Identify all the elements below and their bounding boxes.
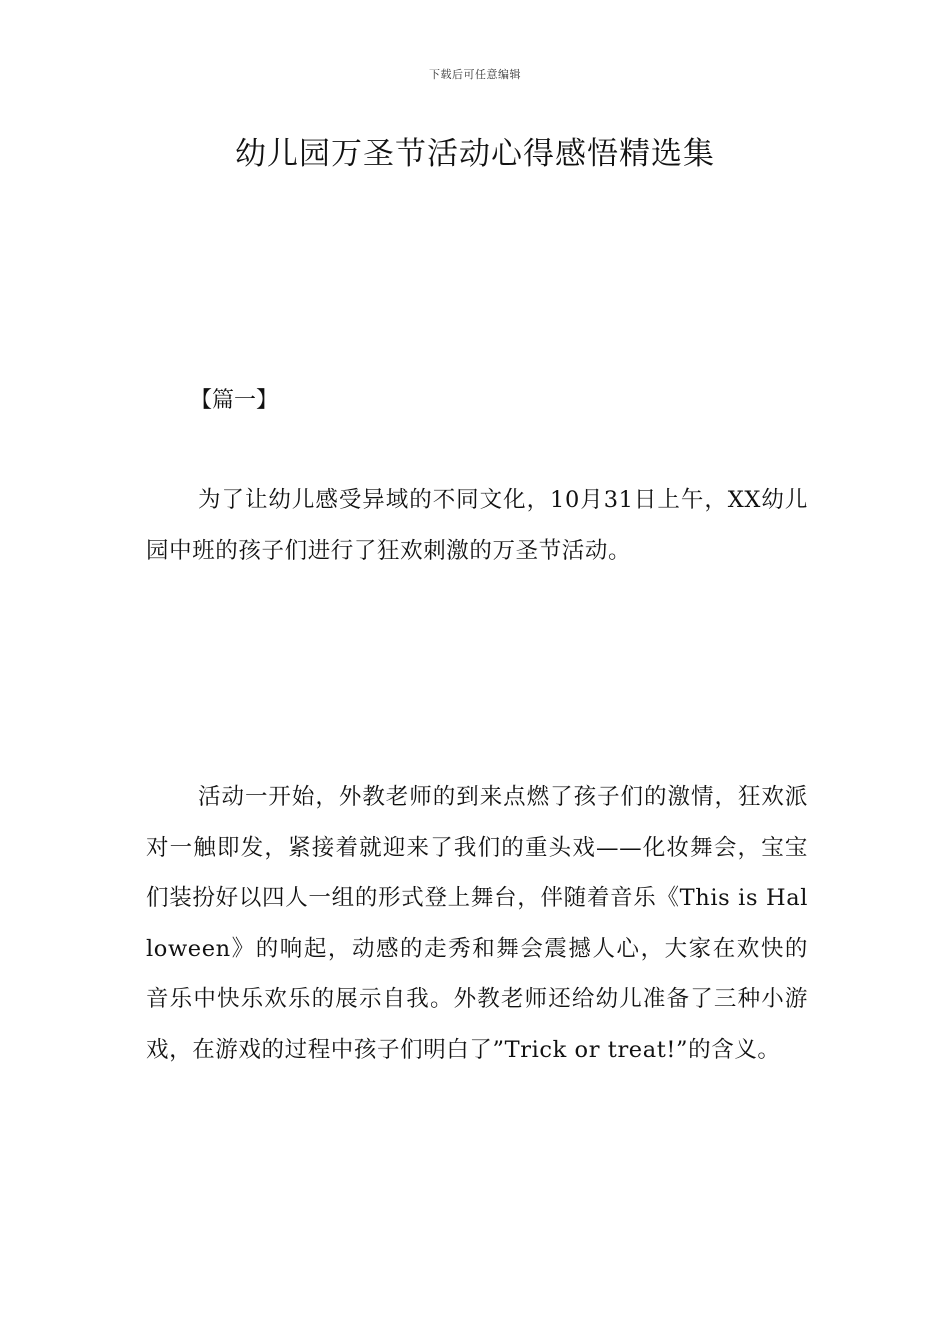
document-title: 幼儿园万圣节活动心得感悟精选集	[235, 136, 715, 172]
paragraph-2: 活动一开始，外教老师的到来点燃了孩子们的激情，狂欢派对一触即发，紧接着就迎来了我们的重头戏——化妆舞会，宝宝们装扮好以四人一组的形式登上舞台，伴随着音乐《This is Halloween》的响起，动感的走秀和舞会震撼人心，大家在欢快的音乐中快乐欢乐的展示自我。外教老师还给幼儿准备了三种小游戏，在游戏的过程中孩子们明白了”Trick or treat!”的含义。	[146, 784, 808, 1063]
header-note: 下载后可任意编辑	[429, 68, 521, 81]
paragraph-1: 为了让幼儿感受异域的不同文化，10月31日上午，XX幼儿园中班的孩子们进行了狂欢刺激的万圣节活动。	[146, 487, 808, 564]
section-label: 【篇一】	[190, 388, 279, 413]
